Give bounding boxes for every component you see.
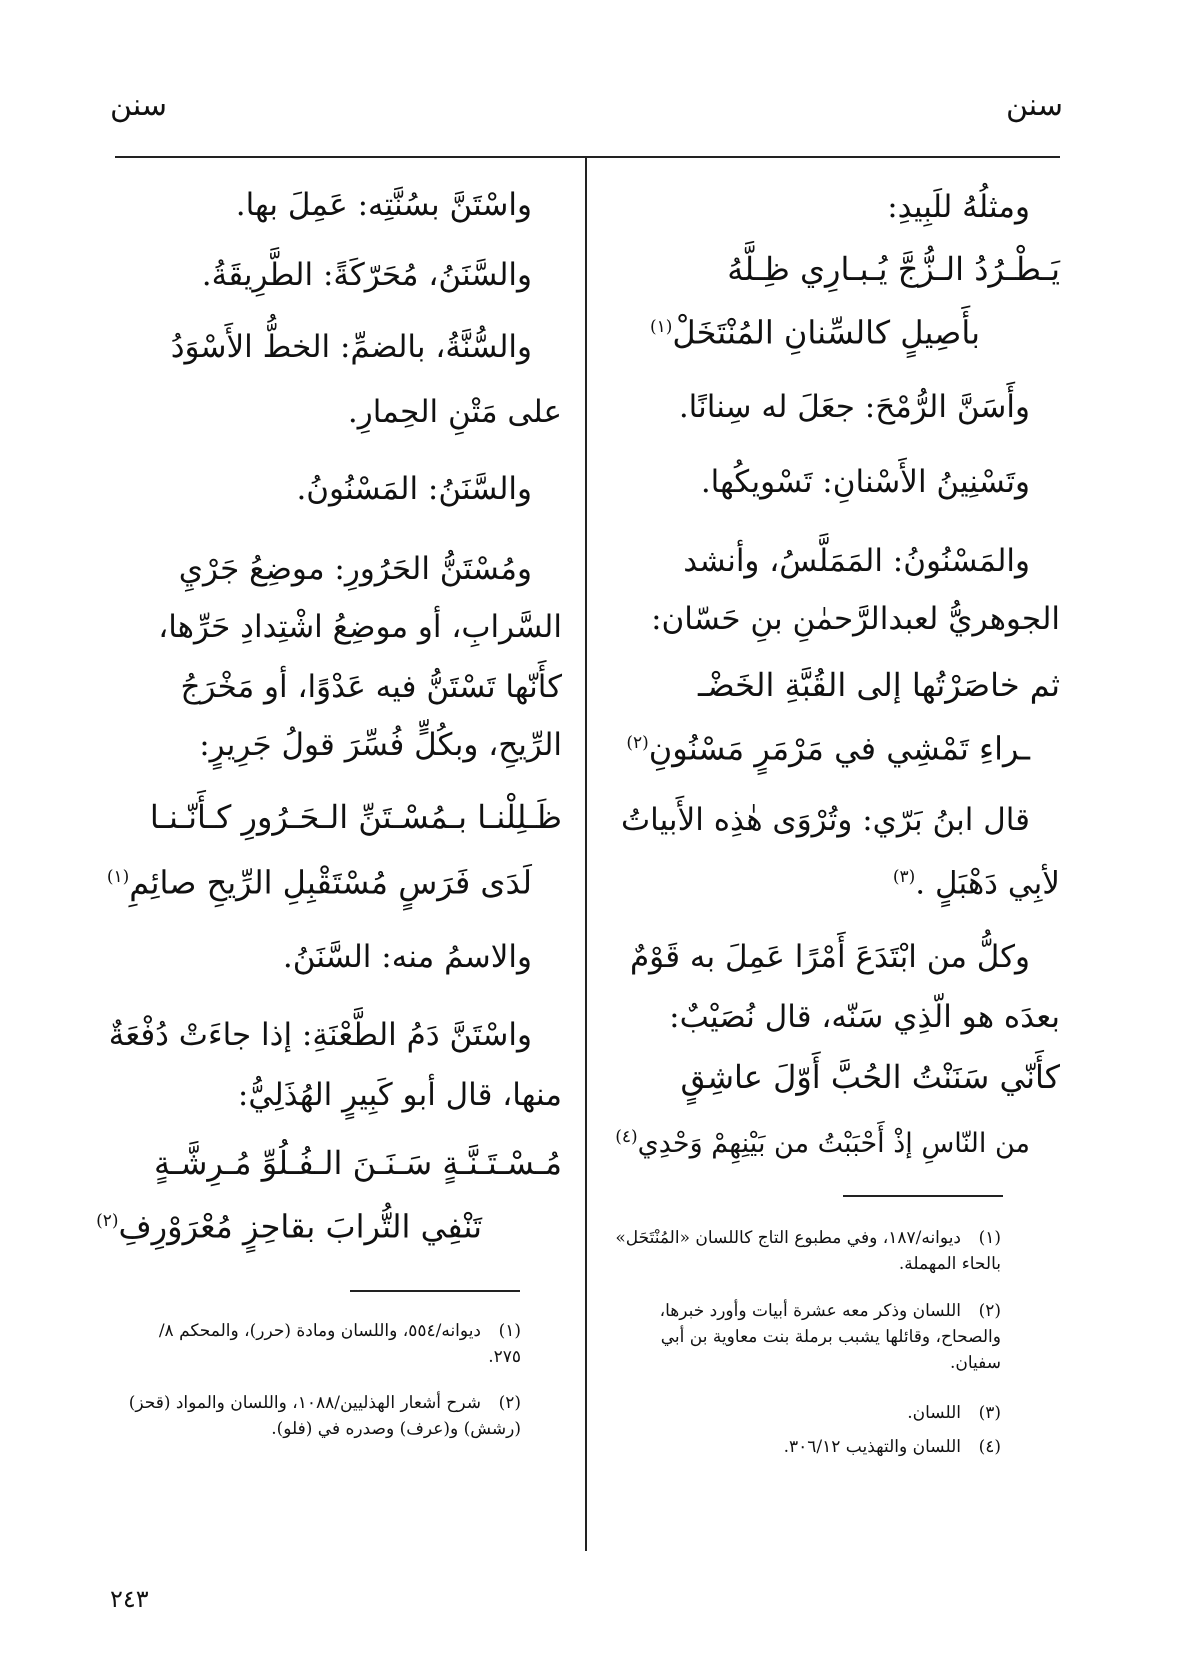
text-line: والسُّنَّةُ، بالضمِّ: الخطُّ الأَسْوَدُ <box>170 329 532 365</box>
footnote-rule <box>843 1195 1003 1197</box>
footnote-rule <box>350 1290 520 1292</box>
footnote-ref: (٣) <box>892 867 916 887</box>
footnote: (١)ديوانه/١٨٧، وفي مطبوع التاج كاللسان «المُنْتَحَل» بالحاء المهملة. <box>615 1228 1001 1274</box>
verse-line: ظَـلِلْنـا بـمُسْـتَنِّ الـحَـرُورِ كـأَنّـنـا <box>149 798 562 836</box>
footnote-ref: (٢) <box>96 1211 119 1231</box>
verse-line: يَـطْـرُدُ الـزُّجَّ يُـبـارِي ظِـلَّهُ <box>727 250 1060 288</box>
text-line: لأبِي دَهْبَلٍ .$^{(٣)}$ <box>892 865 1060 902</box>
text-line: كأَنّها تَسْتَنُّ فيه عَدْوًا، أو مَخْرَجُ <box>180 669 562 705</box>
verse-line: تَنْفِي التُّرابَ بقاحِزٍ مُعْرَوْرِفِ$^{(٢)}$ <box>96 1207 482 1246</box>
text-line: ومثلُهُ للَبِيدِ: <box>887 189 1030 225</box>
verse-line: ـراءِ تَمْشِي في مَرْمَرٍ مَسْنُونِ$^{(٢)}$ <box>626 729 1030 768</box>
text-line: السَّرابِ، أو موضِعُ اشْتِدادِ حَرِّها، <box>158 609 562 645</box>
text-line: وأَسَنَّ الرُّمْحَ: جعَلَ له سِنانًا. <box>678 389 1030 425</box>
text-line: والسَّنَنُ، مُحَرّكَةً: الطَّرِيقَةُ. <box>201 257 532 293</box>
footnote-ref: (٤) <box>615 1127 638 1147</box>
footnote-ref: (١) <box>106 867 130 887</box>
footnote-ref: (٢) <box>626 733 649 753</box>
text-line: وتَسْنِينُ الأَسْنانِ: تَسْويكُها. <box>700 464 1030 500</box>
text-line: واسْتَنَّ دَمُ الطَّعْنَةِ: إذا جاءَتْ دُفْعَةٌ <box>108 1017 532 1053</box>
text-line: منها، قال أبو كَبِيرٍ الهُذَلِيُّ: <box>237 1077 562 1113</box>
text-line: والسَّنَنُ: المَسْنُونُ. <box>296 471 532 507</box>
text-line: الجوهريُّ لعبدالرَّحمٰنِ بنِ حَسّان: <box>651 601 1060 637</box>
page-number: ٢٤٣ <box>110 1585 149 1613</box>
text-line: وكلُّ من ابْتَدَعَ أَمْرًا عَمِلَ به قَوْمٌ <box>629 939 1030 975</box>
header-left-word: سنن <box>110 88 168 123</box>
text-line: والمَسْنُونُ: المَمَلَّسُ، وأنشد <box>683 543 1030 579</box>
footnote-ref: (١) <box>649 317 673 337</box>
text-line: على مَتْنِ الحِمارِ. <box>347 394 562 430</box>
verse-line: مُـسْـتَـنَّـةٍ سَـنَـنَ الـفُـلُوِّ مُـرِشَّـةٍ <box>154 1144 562 1182</box>
verse-line: ثم خاصَرْتُها إلى القُبَّةِ الخَضْـ <box>697 666 1060 704</box>
header-right-word: سنن <box>1005 88 1063 123</box>
text-line: ومُسْتَنُّ الحَرُورِ: موضِعُ جَرْيِ <box>178 551 532 587</box>
verse-line: لَدَى فَرَسٍ مُسْتَقْبِلِ الرِّيحِ صائِمِ$^{(١)}$ <box>106 863 532 902</box>
footnote: (١)ديوانه/٥٥٤، واللسان ومادة (حرر)، والمحكم ٨/ ٢٧٥. <box>158 1321 521 1367</box>
verse-line: من النّاسِ إذْ أَحْبَبْتُ من بَيْنِهِمْ وَحْدِي$^{(٤)}$ <box>615 1127 1030 1159</box>
footnote: (٢)شرح أشعار الهذليين/١٠٨٨، واللسان والمواد (قحز) (رشش) و(عرف) وصدره في (فلو). <box>128 1393 521 1439</box>
footnote: (٤)اللسان والتهذيب ٣٠٦/١٢. <box>783 1437 1001 1457</box>
verse-line: كأَنّي سَنَنْتُ الحُبَّ أَوّلَ عاشِقٍ <box>680 1058 1060 1096</box>
text-line: والاسمُ منه: السَّنَنُ. <box>282 939 532 975</box>
text-line: بعدَه هو الّذِي سَنّه، قال نُصَيْبٌ: <box>669 999 1060 1035</box>
text-line: قال ابنُ بَرّي: وتُرْوَى هٰذِه الأَبياتُ <box>620 802 1030 838</box>
text-line: واسْتَنَّ بسُنَّتِه: عَمِلَ بها. <box>235 187 532 223</box>
page-header <box>0 0 1201 160</box>
verse-line: بأَصِيلٍ كالسِّنانِ المُنْتَخَلْ$^{(١)}$ <box>649 313 980 352</box>
text-line: الرِّيحِ، وبكُلٍّ فُسِّرَ قولُ جَرِيرٍ: <box>199 727 562 763</box>
footnote: (٣)اللسان. <box>907 1403 1001 1423</box>
footnote: (٢)اللسان وذكر معه عشرة أبيات وأورد خبرها، والصحاح، وقائلها يشبب برملة بنت معاوية بن أبي سفيان. <box>659 1301 1001 1373</box>
header-rule <box>115 156 1060 158</box>
